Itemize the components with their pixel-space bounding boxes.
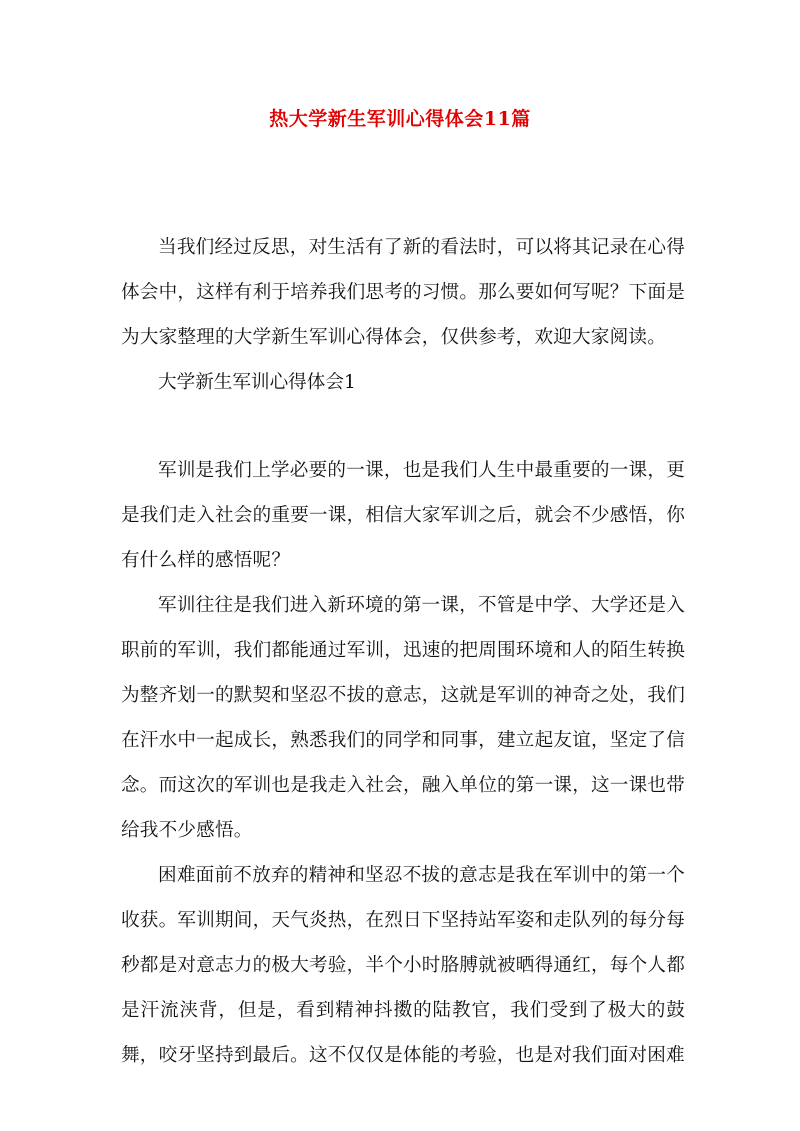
body-paragraph-2: 军训往往是我们进入新环境的第一课，不管是中学、大学还是入职前的军训，我们都能通过军训，迅速的把周围环境和人的陌生转换为整齐划一的默契和坚忍不拔的意志，这就是军训的神奇之处，我们在汗水中一起成长，熟悉我们的同学和同事，建立起友谊，坚定了信念。而这次的军训也是我走入社会，融入单位的第一课，这一课也带给我不少感悟。: [121, 595, 685, 841]
section-spacer: [121, 405, 685, 448]
document-title: 热大学新生军训心得体会11篇: [269, 108, 531, 130]
body-paragraph-3: 困难面前不放弃的精神和坚忍不拔的意志是我在军训中的第一个收获。军训期间，天气炎热，在烈日下坚持站军姿和走队列的每分每秒都是对意志力的极大考验，半个小时胳膊就被晒得通红，每个人都是汗流浃背，但是，看到精神抖擞的陆教官，我们受到了极大的鼓舞，咬牙坚持到最后。这不仅仅是体能的考验，也是对我们面对困难: [121, 865, 685, 1066]
intro-paragraph: 当我们经过反思，对生活有了新的看法时，可以将其记录在心得体会中，这样有利于培养我们思考的习惯。那么要如何写呢？下面是为大家整理的大学新生军训心得体会，仅供参考，欢迎大家阅读。: [121, 237, 685, 348]
document-body: [121, 225, 685, 1078]
body-paragraph-1: 军训是我们上学必要的一课，也是我们人生中最重要的一课，更是我们走入社会的重要一课，相信大家军训之后，就会不少感悟，你有什么样的感悟呢？: [121, 460, 685, 571]
section-heading: 大学新生军训心得体会1: [158, 372, 356, 393]
